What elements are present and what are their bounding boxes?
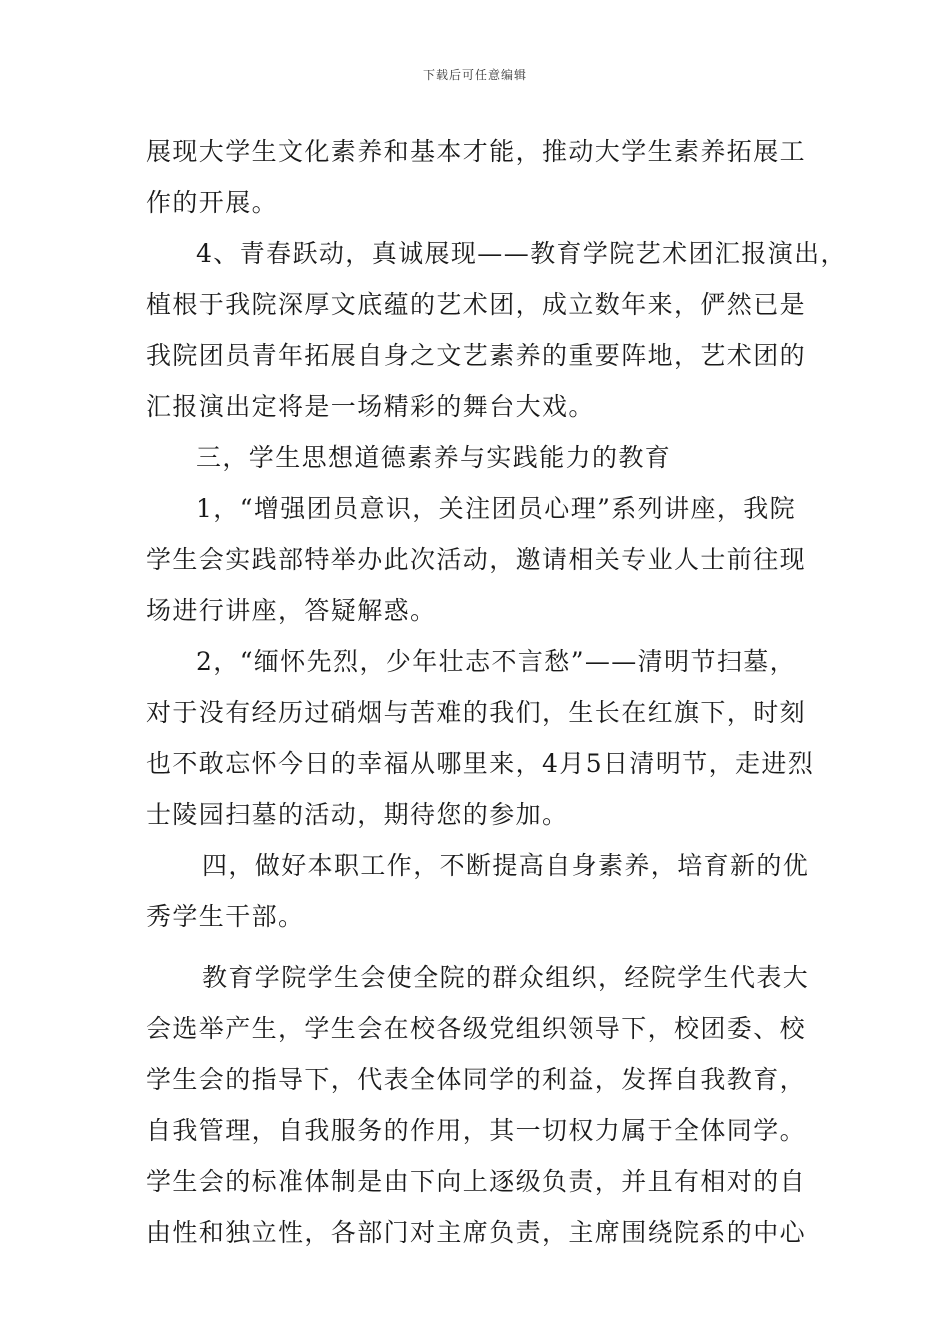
text-line: 也不敢忘怀今日的幸福从哪里来，4月5日清明节，走进烈 [146,749,815,778]
text-line: 汇报演出定将是一场精彩的舞台大戏。 [146,392,595,421]
document-body [146,126,847,1258]
text-line: 学生会的标准体制是由下向上逐级负责，并且有相对的自 [146,1167,807,1196]
text-line: 作的开展。 [146,188,279,217]
text-line: 我院团员青年拓展自身之文艺素养的重要阵地，艺术团的 [146,341,807,370]
section-heading: 四，做好本职工作，不断提高自身素养，培育新的优 [202,851,810,880]
text-line: 会选举产生，学生会在校各级党组织领导下，校团委、校 [146,1014,807,1043]
text-line: 秀学生干部。 [146,902,305,931]
text-line: 4、青春跃动，真诚展现——教育学院艺术团汇报演出， [196,239,847,268]
text-line: 士陵园扫墓的活动，期待您的参加。 [146,800,569,829]
text-line: 对于没有经历过硝烟与苦难的我们，生长在红旗下，时刻 [146,698,807,727]
section-heading: 三，学生思想道德素养与实践能力的教育 [196,443,672,472]
text-line: 学生会实践部特举办此次活动，邀请相关专业人士前往现 [146,545,807,574]
text-line: 学生会的指导下，代表全体同学的利益，发挥自我教育， [146,1065,807,1094]
text-line: 2，“缅怀先烈，少年壮志不言愁”——清明节扫墓， [196,647,797,676]
text-line: 1，“增强团员意识，关注团员心理”系列讲座，我院 [196,494,797,523]
page-header-note: 下载后可任意编辑 [422,68,527,82]
text-line: 场进行讲座，答疑解惑。 [146,596,437,625]
text-line: 由性和独立性，各部门对主席负责，主席围绕院系的中心 [146,1218,807,1247]
text-line: 教育学院学生会使全院的群众组织，经院学生代表大 [202,963,810,992]
text-line: 自我管理，自我服务的作用，其一切权力属于全体同学。 [146,1116,807,1145]
text-line: 植根于我院深厚文底蕴的艺术团，成立数年来，俨然已是 [146,290,807,319]
text-line: 展现大学生文化素养和基本才能，推动大学生素养拓展工 [146,137,807,166]
